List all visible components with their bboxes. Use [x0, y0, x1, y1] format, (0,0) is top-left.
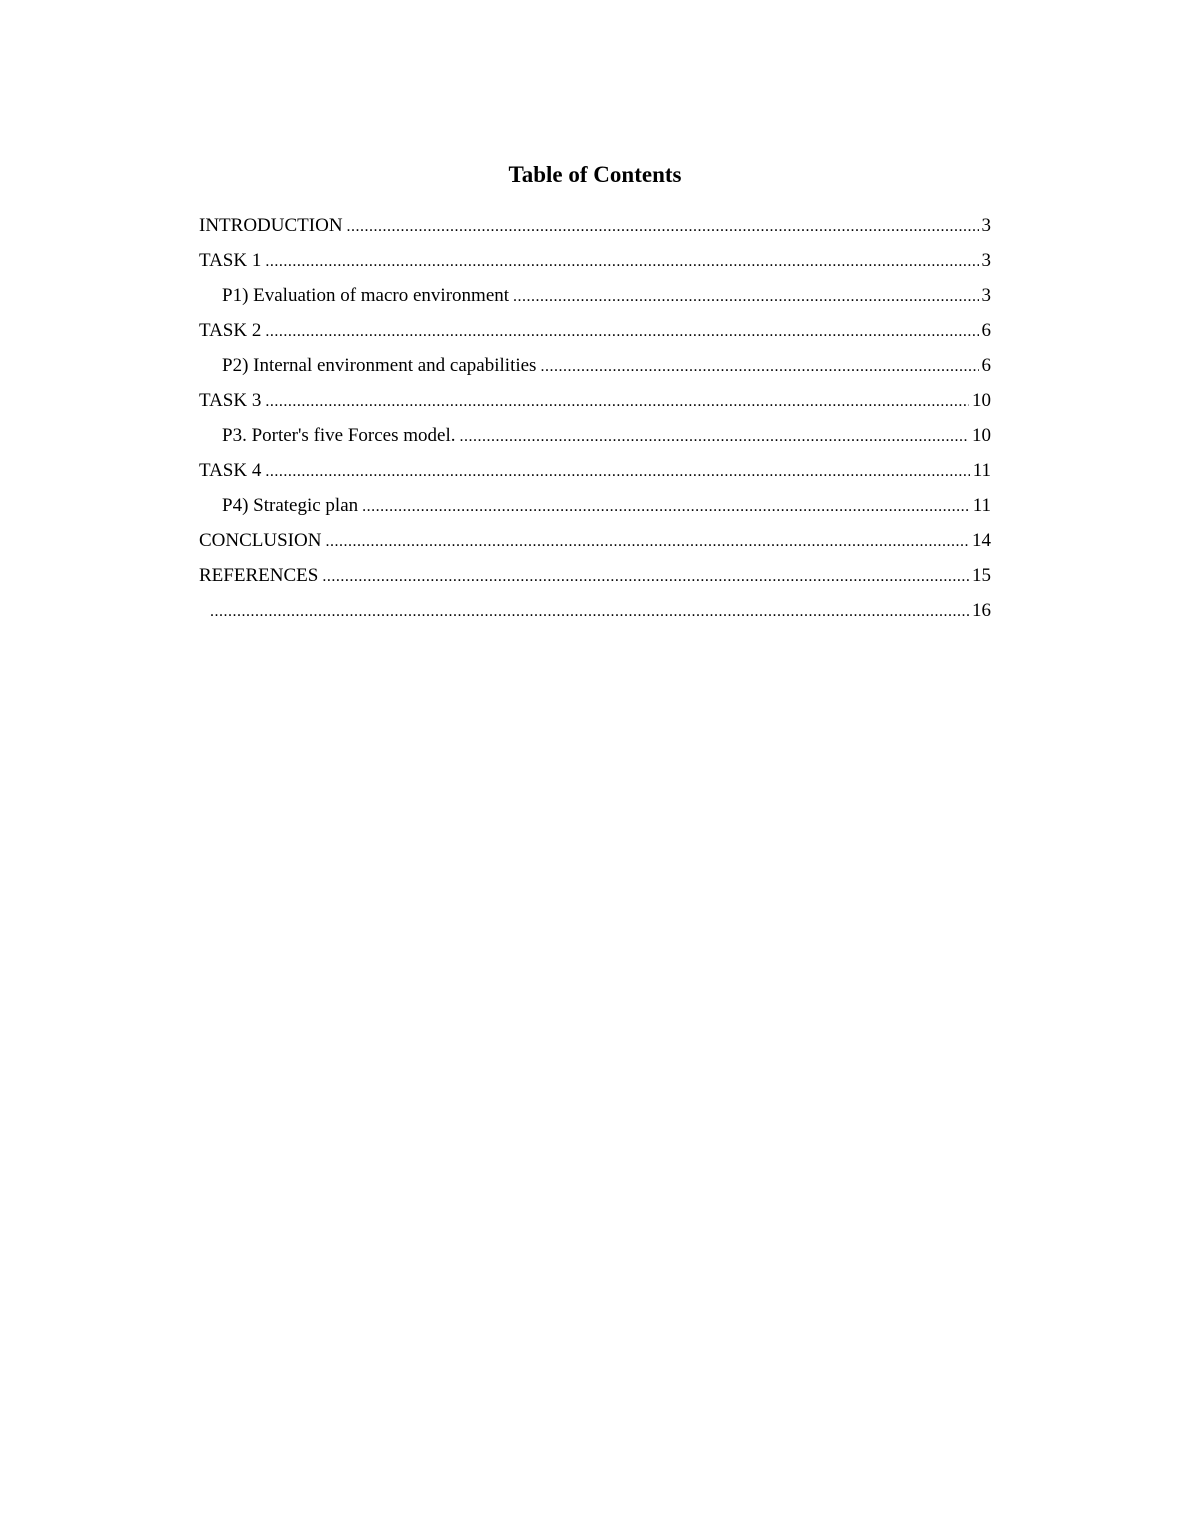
toc-entry-conclusion[interactable]: [199, 526, 991, 561]
toc-entry-p4[interactable]: [199, 491, 991, 526]
toc-entry-page-number: 3: [981, 250, 991, 271]
toc-entry-task-3[interactable]: [199, 386, 991, 421]
toc-dot-leader: [265, 457, 969, 487]
toc-entry-untitled[interactable]: [199, 596, 991, 631]
toc-entry-label: CONCLUSION: [199, 530, 322, 551]
toc-entry-label: TASK 2: [199, 320, 262, 341]
toc-entry-label: P4) Strategic plan: [222, 495, 359, 516]
toc-entry-page-number: 3: [981, 285, 991, 306]
toc-entry-task-1[interactable]: [199, 246, 991, 281]
toc-entry-page-number: 6: [981, 320, 991, 341]
toc-entry-introduction[interactable]: [199, 211, 991, 246]
toc-entry-page-number: 10: [972, 425, 991, 446]
toc-entry-page-number: 11: [972, 495, 991, 516]
toc-dot-leader: [460, 422, 969, 452]
toc-entry-p2[interactable]: [199, 351, 991, 386]
toc-entry-p1[interactable]: [199, 281, 991, 316]
toc-entry-p3[interactable]: [199, 421, 991, 456]
toc-list: [199, 211, 991, 631]
toc-entry-label: INTRODUCTION: [199, 215, 343, 236]
toc-title: Table of Contents: [508, 162, 682, 187]
toc-entry-task-4[interactable]: [199, 456, 991, 491]
toc-dot-leader: [540, 352, 978, 382]
toc-entry-label: TASK 1: [199, 250, 262, 271]
toc-dot-leader: [513, 282, 978, 312]
toc-entry-page-number: 3: [981, 215, 991, 236]
toc-entry-page-number: 15: [972, 565, 991, 586]
toc-dot-leader: [265, 247, 978, 277]
toc-entry-page-number: 16: [972, 600, 991, 621]
toc-entry-references[interactable]: [199, 561, 991, 596]
toc-entry-label: P2) Internal environment and capabilities: [222, 355, 537, 376]
toc-entry-page-number: 14: [972, 530, 991, 551]
toc-dot-leader: [265, 387, 969, 417]
toc-dot-leader: [322, 562, 969, 592]
toc-entry-page-number: 11: [972, 460, 991, 481]
toc-dot-leader: [362, 492, 970, 522]
toc-entry-page-number: 10: [972, 390, 991, 411]
toc-entry-label: REFERENCES: [199, 565, 319, 586]
toc-entry-task-2[interactable]: [199, 316, 991, 351]
toc-entry-label: TASK 4: [199, 460, 262, 481]
toc-entry-page-number: 6: [981, 355, 991, 376]
toc-dot-leader: [265, 317, 978, 347]
toc-dot-leader: [325, 527, 969, 557]
toc-entry-label: P1) Evaluation of macro environment: [222, 285, 510, 306]
toc-entry-label: TASK 3: [199, 390, 262, 411]
toc-entry-label: P3. Porter's five Forces model.: [222, 425, 456, 446]
toc-dot-leader: [210, 597, 969, 627]
toc-dot-leader: [347, 212, 979, 242]
